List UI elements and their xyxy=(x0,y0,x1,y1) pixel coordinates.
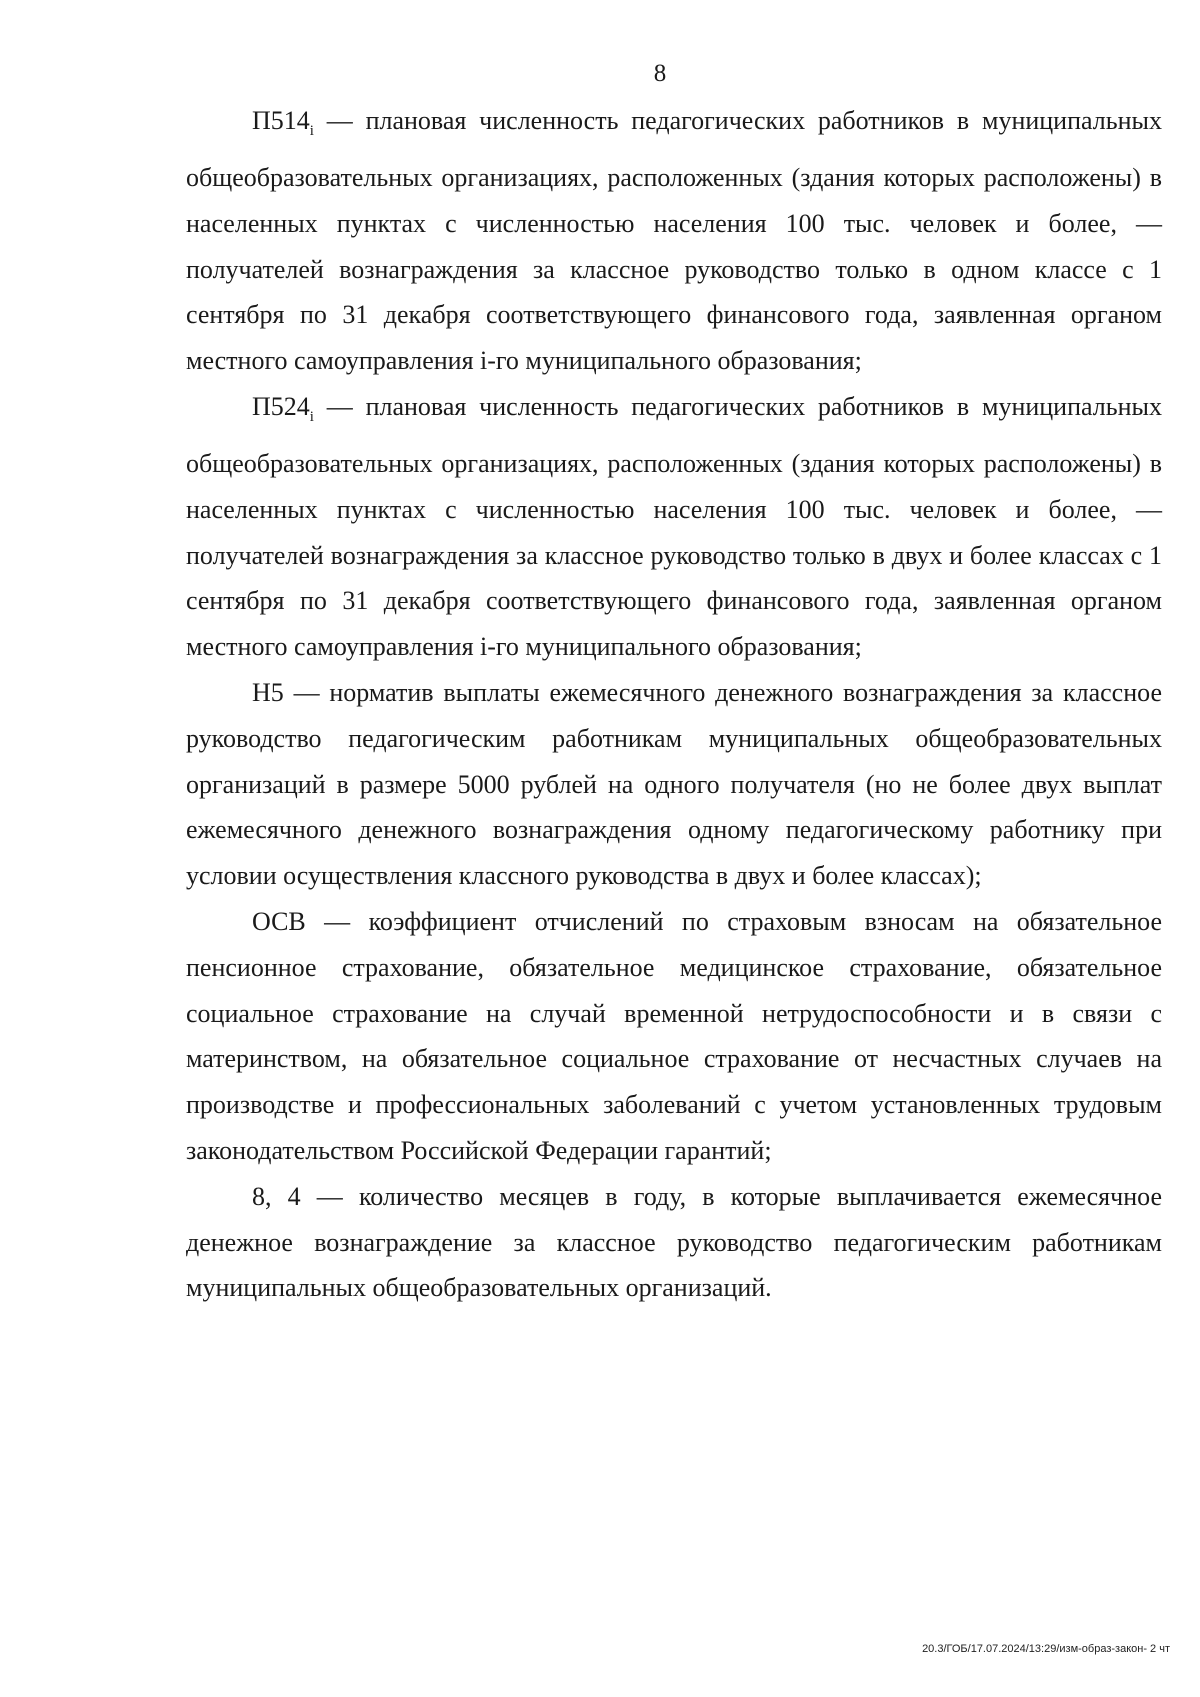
term-symbol: П524 xyxy=(252,391,310,421)
term-subscript: i xyxy=(309,123,314,140)
term-symbol: Н5 xyxy=(252,677,284,707)
term-symbol: 8, 4 xyxy=(252,1181,301,1211)
definition-paragraph-n5 xyxy=(186,670,1162,899)
definition-paragraph-p524 xyxy=(186,384,1162,670)
definition-text: — количество месяцев в году, в которые выплачивается ежемесячное денежное вознаграждение за классное руководство педагогическим работникам муниципальных общеобразовательных организаций. xyxy=(186,1181,1162,1303)
definition-text: — коэффициент отчислений по страховым взносам на обязательное пенсионное страхование, обязательное медицинское страхование, обязательное социальное страхование на случай временной нетрудоспособности и в связи с материнством, на обязательное социальное страхование от несчастных случаев на производстве и профессиональных заболеваний с учетом установленных трудовым законодательством Российской Федерации гарантий; xyxy=(186,906,1162,1165)
document-footer-stamp: 20.3/ГОБ/17.07.2024/13:29/изм-образ-закон- 2 чт xyxy=(922,1643,1170,1655)
definition-paragraph-months xyxy=(186,1174,1162,1311)
page-number: 8 xyxy=(653,60,667,87)
term-subscript: i xyxy=(309,409,314,426)
document-body xyxy=(186,98,1162,1311)
definition-paragraph-osv xyxy=(186,899,1162,1174)
definition-text: — норматив выплаты ежемесячного денежного вознаграждения за классное руководство педагогическим работникам муниципальных общеобразовательных организаций в размере 5000 рублей на одного получателя (но не более двух выплат ежемесячного денежного вознаграждения одному педагогическому работнику при условии осуществления классного руководства в двух и более классах); xyxy=(186,677,1162,891)
term-symbol: П514 xyxy=(252,106,310,135)
definition-text: — плановая численность педагогических работников в муниципальных общеобразовательных организациях, расположенных (здания которых расположены) в населенных пунктах с численностью населения 100 тыс. человек и более, — получателей вознаграждения за классное руководство только в одном классе с 1 сентября по 31 декабря соответствующего финансового года, заявленная органом местного самоуправления i-го муниципального образования; xyxy=(186,106,1162,376)
definition-paragraph-p514 xyxy=(186,98,1162,384)
term-symbol: ОСВ xyxy=(252,906,306,936)
definition-text: — плановая численность педагогических работников в муниципальных общеобразовательных организациях, расположенных (здания которых расположены) в населенных пунктах с численностью населения 100 тыс. человек и более, — получателей вознаграждения за классное руководство только в двух и более классах с 1 сентября по 31 декабря соответствующего финансового года, заявленная органом местного самоуправления i-го муниципального образования; xyxy=(186,391,1162,662)
